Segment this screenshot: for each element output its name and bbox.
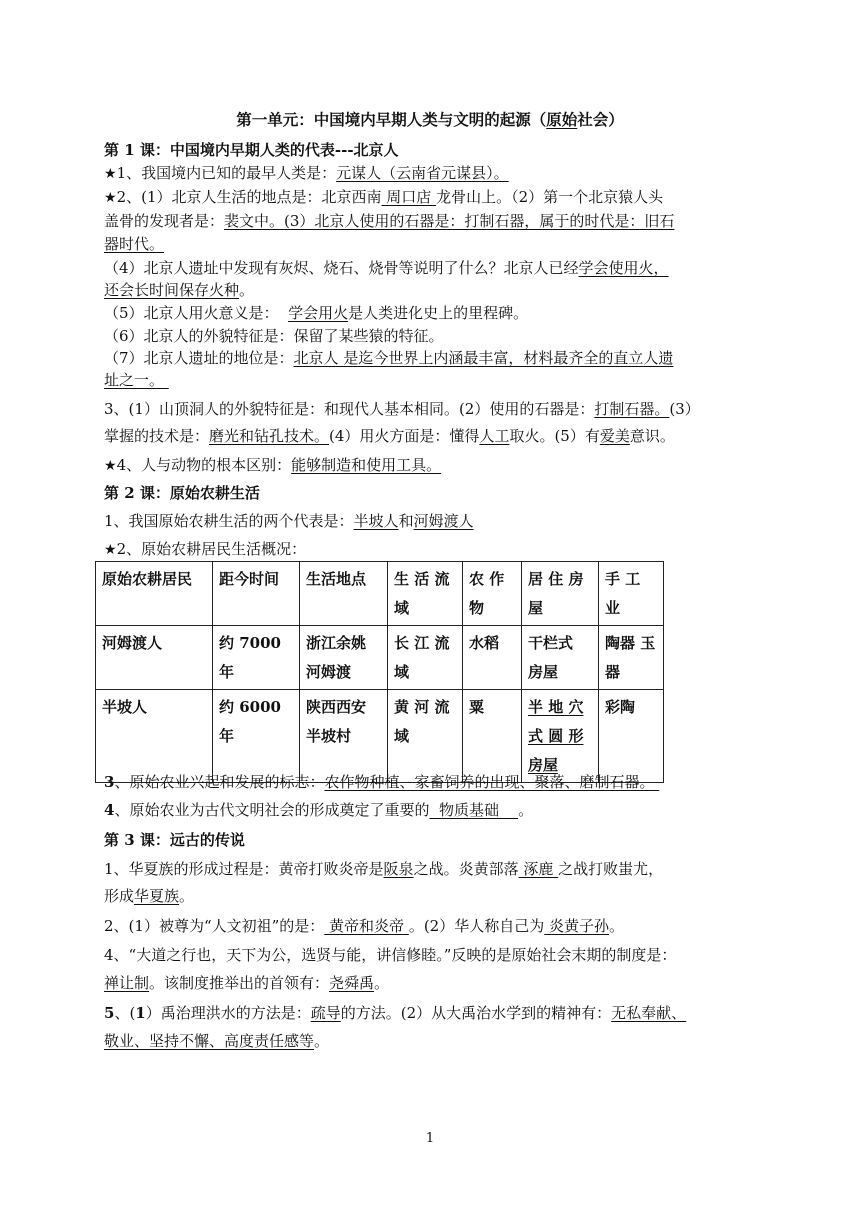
lesson1-item-4b xyxy=(104,455,441,476)
lesson3-item-4: 4、“大道之行也，天下为公，选贤与能，讲信修睦。”反映的是原始社会末期的制度是： xyxy=(104,946,677,964)
answer: 周口店 xyxy=(381,188,437,206)
text: 。 xyxy=(518,801,534,819)
text: 之战。炎黄部落 xyxy=(413,860,519,878)
title-text: 第一单元：中国境内早期人类与文明的起源（ xyxy=(236,110,547,129)
item-number: 1 xyxy=(135,1004,146,1022)
lesson3-item-1-cont xyxy=(104,886,194,906)
text: 2、(1）北京人生活的地点是：北京西南 xyxy=(116,188,382,206)
item-number: 5 xyxy=(104,1004,115,1022)
lesson1-heading: 第 1 课：中国境内早期人类的代表---北京人 xyxy=(104,141,399,159)
lesson1-item-3 xyxy=(104,399,700,419)
text: 4、人与动物的根本区别： xyxy=(116,456,292,474)
lesson1-item-4-cont xyxy=(104,280,254,300)
text: 2、(1）被尊为“人文初祖”的是： xyxy=(104,917,325,935)
text: 的方法。(2）从大禹治水学到的精神有： xyxy=(340,1004,612,1022)
table-cell: 半坡人 xyxy=(96,690,213,783)
lesson3-item-5-cont xyxy=(104,1031,329,1051)
answer: 敬业、坚持不懈、高度责任感等 xyxy=(104,1032,315,1050)
table-header-row xyxy=(96,562,664,626)
table-cell: 粟 xyxy=(463,690,522,783)
table-header-cell: 手 工 业 xyxy=(599,562,664,626)
text: 。 xyxy=(374,974,390,992)
table-header-cell: 距今时间 xyxy=(213,562,300,626)
agriculture-table xyxy=(95,561,664,783)
lesson2-item-3 xyxy=(104,772,659,792)
text: （4）北京人遗址中发现有灰烬、烧石、烧骨等说明了什么？北京人已经 xyxy=(104,259,579,277)
table-header-cell: 农 作 物 xyxy=(463,562,522,626)
text: 取火。(5）有 xyxy=(509,427,600,445)
unit-title xyxy=(0,108,860,130)
answer: 阪泉 xyxy=(383,860,414,878)
lesson1-item-7 xyxy=(104,348,673,368)
answer: 器时代。 xyxy=(104,235,165,253)
star-icon: ★ xyxy=(104,542,117,558)
text: 。 xyxy=(314,1032,330,1050)
lesson1-item-1 xyxy=(104,163,509,184)
text: 3、(1）山顶洞人的外貌特征是：和现代人基本相同。(2）使用的石器是： xyxy=(104,400,595,418)
page-number: 1 xyxy=(425,1131,435,1146)
text: 、( xyxy=(114,1004,136,1022)
table-cell: 半 地 穴 式 圆 形 房屋 xyxy=(522,690,599,783)
table-cell: 约 7000 年 xyxy=(213,626,300,690)
answer: 元谋人（云南省元谋县）。 xyxy=(336,164,509,182)
table-cell: 干栏式 房屋 xyxy=(522,626,599,690)
text: 和 xyxy=(398,512,414,530)
answer: 磨光和钻孔技术。 xyxy=(209,427,330,445)
text: 1、我国境内已知的最早人类是： xyxy=(116,164,337,182)
text: (4）用火方面是：懂得 xyxy=(329,427,480,445)
answer: 裴文中 xyxy=(224,212,270,230)
answer: 黄帝和炎帝 xyxy=(324,917,409,935)
table-header-cell: 原始农耕居民 xyxy=(96,562,213,626)
answer: 涿鹿 xyxy=(518,860,559,878)
text: 、原始农业为古代文明社会的形成奠定了重要的 xyxy=(114,801,430,819)
text: （7）北京人遗址的地位是： xyxy=(104,349,294,367)
answer: 疏导 xyxy=(310,1004,341,1022)
text: (3） xyxy=(669,400,700,418)
answer: 农作物种植、家畜饲养的出现、聚落、磨制石器。 xyxy=(324,773,660,791)
lesson1-item-3-cont xyxy=(104,426,675,446)
lesson3-item-5 xyxy=(104,1003,686,1023)
text: 1、华夏族的形成过程是：黄帝打败炎帝是 xyxy=(104,860,384,878)
text: 、原始农业兴起和发展的标志： xyxy=(114,773,325,791)
table-cell: 水稻 xyxy=(463,626,522,690)
answer: 能够制造和使用工具。 xyxy=(291,456,442,474)
answer: 还会长时间保存火种 xyxy=(104,281,240,299)
lesson1-item-7-cont xyxy=(104,370,169,390)
answer: 尧舜禹 xyxy=(329,974,375,992)
star-icon: ★ xyxy=(104,458,117,474)
answer: 无私奉献、 xyxy=(611,1004,687,1022)
answer: 爱美 xyxy=(599,427,630,445)
lesson3-item-1 xyxy=(104,859,663,879)
table-cell: 河姆渡人 xyxy=(96,626,213,690)
text: 。该制度推举出的首领有： xyxy=(149,974,330,992)
lesson1-item-5 xyxy=(104,303,528,323)
lesson2-item-1 xyxy=(104,511,474,531)
text: 龙骨山上。（2）第一个北京猿人头 xyxy=(436,188,664,206)
text: 。 xyxy=(239,281,255,299)
answer: 人工 xyxy=(479,427,510,445)
text: ）禹治理洪水的方法是： xyxy=(145,1004,311,1022)
answer: 物质基础 xyxy=(429,801,519,819)
table-header-cell: 居 住 房 屋 xyxy=(522,562,599,626)
table-cell: 陕西西安 半坡村 xyxy=(300,690,388,783)
item-number: 4 xyxy=(104,801,115,819)
lesson2-item-2 xyxy=(104,539,306,560)
text: 之战打败蚩尤， xyxy=(558,860,664,878)
answer: 禅让制 xyxy=(104,974,150,992)
lesson1-item-6: （6）北京人的外貌特征是：保留了某些猿的特征。 xyxy=(104,327,444,345)
text: （5）北京人用火意义是： xyxy=(104,304,289,322)
title-underlined: 原始 xyxy=(546,110,578,129)
star-icon: ★ xyxy=(104,166,117,182)
answer: 。(3）北京人使用的石器是：打制石器，属于的时代是：旧石 xyxy=(269,212,675,230)
table-row xyxy=(96,626,664,690)
table-cell: 浙江余姚 河姆渡 xyxy=(300,626,388,690)
lesson1-item-2 xyxy=(104,187,663,208)
answer: 打制石器。 xyxy=(594,400,670,418)
answer: 华夏族 xyxy=(134,887,180,905)
lesson1-item-2-cont2 xyxy=(104,234,164,254)
title-text-end: 社会） xyxy=(577,110,624,129)
table-cell: 长 江 流 域 xyxy=(388,626,463,690)
lesson1-item-4 xyxy=(104,258,669,278)
table-header-cell: 生活地点 xyxy=(300,562,388,626)
table-header-cell: 生 活 流 域 xyxy=(388,562,463,626)
table-row xyxy=(96,690,664,783)
text: 2、原始农耕居民生活概况： xyxy=(116,540,307,558)
text: 盖骨的发现者是： xyxy=(104,212,225,230)
lesson3-heading: 第 3 课：远古的传说 xyxy=(104,831,245,849)
text: 掌握的技术是： xyxy=(104,427,210,445)
answer: 河姆渡人 xyxy=(413,512,474,530)
text: 。(2）华人称自己为 xyxy=(408,917,545,935)
answer: 学会用火 xyxy=(288,304,349,322)
table-cell: 彩陶 xyxy=(599,690,664,783)
answer: 半坡人 xyxy=(353,512,399,530)
lesson2-heading: 第 2 课：原始农耕生活 xyxy=(104,484,260,502)
table-cell: 陶器 玉器 xyxy=(599,626,664,690)
table-cell: 黄 河 流 域 xyxy=(388,690,463,783)
text: 。 xyxy=(179,887,195,905)
text: 。 xyxy=(609,917,625,935)
lesson2-item-4 xyxy=(104,800,533,820)
text: 1、我国原始农耕生活的两个代表是： xyxy=(104,512,354,530)
text: 意识。 xyxy=(629,427,675,445)
answer: 炎黄子孙 xyxy=(544,917,610,935)
star-icon: ★ xyxy=(104,190,117,206)
text: 形成 xyxy=(104,887,135,905)
lesson3-item-2 xyxy=(104,916,624,936)
lesson3-item-4-cont xyxy=(104,973,389,993)
text: 是人类进化史上的里程碑。 xyxy=(348,304,529,322)
answer: 址之一。 xyxy=(104,371,169,389)
answer: 学会使用火， xyxy=(578,259,669,277)
answer: 北京人 是迄今世界上内涵最丰富，材料最齐全的直立人遗 xyxy=(293,349,674,367)
table-cell: 约 6000 年 xyxy=(213,690,300,783)
lesson1-item-2-cont xyxy=(104,211,674,231)
item-number: 3 xyxy=(104,773,115,791)
